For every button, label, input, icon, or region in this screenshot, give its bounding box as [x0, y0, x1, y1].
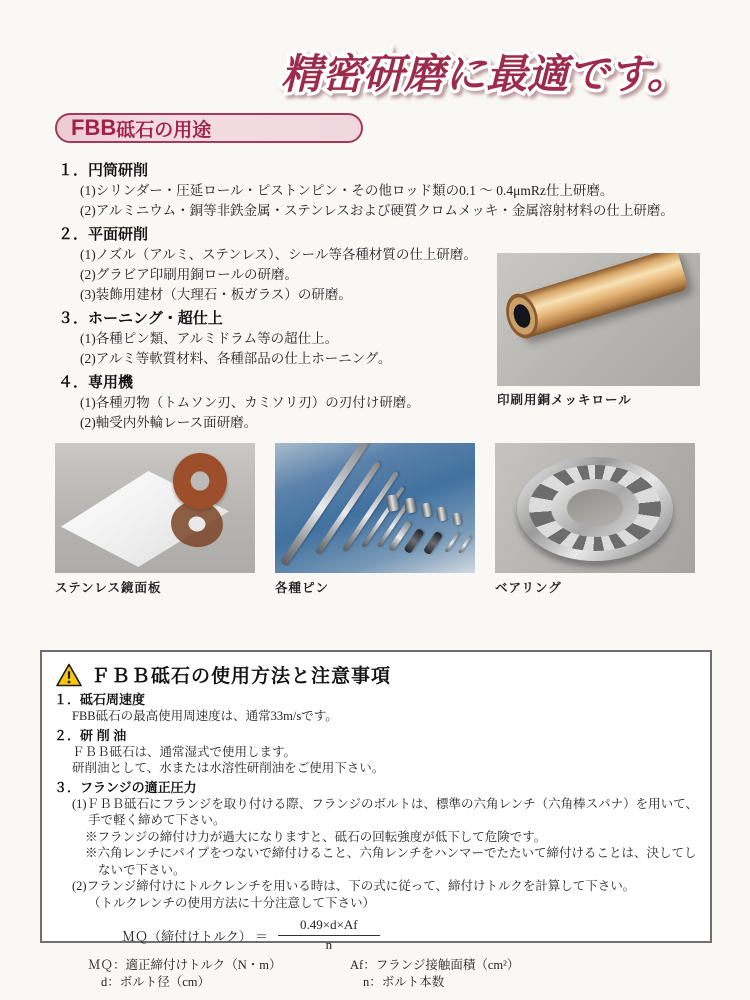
photo-bearing	[495, 443, 695, 573]
usage-item: (2)グラビア印刷用銅ロールの研磨。	[80, 267, 298, 282]
page-title: 精密研磨に最適です。	[281, 51, 688, 97]
notice-s2-text: ＦＢＢ砥石は、通常湿式で使用します。	[72, 744, 297, 759]
notice-s3-item: (1)ＦＢＢ砥石にフランジを取り付ける際、フランジのボルトは、標準の六角レンチ（六角棒スパナ）を用いて、手で軽く締めて下さい。	[72, 796, 698, 827]
notice-s1-text: FBB砥石の最高使用周速度は、通常33m/sです。	[72, 709, 338, 723]
pin-art	[403, 528, 424, 554]
formula-denominator: n	[325, 937, 333, 952]
formula-numerator: 0.49×d×Af	[278, 917, 380, 936]
banner-brand: FBB	[71, 115, 117, 140]
pin-art	[458, 535, 472, 553]
notice-s2-text: 研削油として、水または水溶性研削油をご使用下さい。	[72, 761, 385, 775]
usage-heading: ２．平面研削	[58, 226, 149, 243]
photo-stainless-plate	[55, 443, 255, 573]
notice-s3-note: ※六角レンチにパイプをつないで締付けること、六角レンチをハンマーでたたいて締付けることは、決してしないで下さい。	[85, 846, 697, 877]
bushing-art	[452, 512, 462, 525]
usage-item: (2)アルミニウム・銅等非鉄金属・ステンレスおよび硬質クロムメッキ・金属溶射材料の仕上研磨。	[80, 203, 674, 218]
usage-item: (1)各種刃物（トムソン刃、カミソリ刃）の刃付け研磨。	[80, 395, 420, 410]
formula-lhs: ＭＱ（締付けトルク） ＝	[122, 928, 268, 944]
legend-n: n：ボルト本数	[363, 975, 445, 989]
formula-legend-row	[88, 974, 698, 991]
legend-af: Af：フランジ接触面積（cm²）	[350, 958, 520, 972]
usage-item: (1)シリンダー・圧延ロール・ピストンピン・その他ロッド類の0.1 ～ 0.4μmRz仕上研磨。	[80, 183, 614, 198]
bearing-bore-art	[567, 489, 623, 527]
pin-art	[280, 443, 371, 566]
warning-icon	[56, 663, 82, 687]
formula-legend-row	[88, 957, 698, 974]
bushing-art	[421, 502, 432, 517]
usage-item: (1)各種ピン類、アルミドラム等の超仕上。	[80, 331, 339, 346]
caption-bearing: ベアリング	[495, 581, 562, 595]
legend-d: d：ボルト径（cm）	[101, 975, 211, 989]
usage-section-banner	[55, 113, 363, 143]
photo-pins	[275, 443, 475, 573]
notice-s3-note: ※フランジの締付け力が過大になりますと、砥石の回転強度が低下して危険です。	[85, 829, 547, 844]
notice-s3-heading: ３．フランジの適正圧力	[54, 779, 197, 795]
usage-item: (1)ノズル（アルミ、ステンレス）、シール等各種材質の仕上研磨。	[80, 247, 477, 262]
grinding-wheel-art	[173, 453, 227, 509]
torque-formula	[122, 917, 698, 953]
caption-copper-roll: 印刷用銅メッキロール	[497, 393, 632, 407]
photo-copper-roll	[497, 253, 700, 386]
bushing-art	[436, 506, 447, 521]
formula-fraction	[278, 917, 380, 953]
caption-pins: 各種ピン	[275, 581, 330, 595]
notice-s2-heading: ２．研 削 油	[54, 727, 127, 743]
usage-item: (2)軸受内外輪レース面研磨。	[80, 415, 258, 430]
notice-header	[56, 661, 698, 688]
pin-art	[342, 471, 399, 553]
page-title-art	[275, 38, 715, 108]
pin-art	[445, 533, 460, 553]
usage-heading: ３．ホーニング・超仕上	[58, 310, 223, 327]
notice-title: ＦＢＢ砥石の使用方法と注意事項	[91, 666, 392, 687]
banner-label: 砥石の用途	[116, 119, 212, 141]
usage-heading: １．円筒研削	[58, 162, 149, 179]
notice-s3-item-sub: （トルクレンチの使用方法に十分注意して下さい）	[88, 895, 375, 910]
usage-item: (2)アルミ等軟質材料、各種部品の仕上ホーニング。	[80, 351, 392, 366]
usage-notice-box	[40, 650, 712, 989]
usage-section-cylindrical	[58, 160, 703, 221]
notice-s1-heading: １．砥石周速度	[54, 692, 146, 707]
pin-art	[423, 531, 443, 555]
usage-item: (3)装飾用建材（大理石・板ガラス）の研磨。	[80, 287, 352, 302]
caption-stainless-plate: ステンレス鏡面板	[55, 581, 162, 595]
legend-mq: ＭＱ：適正締付けトルク（N・m）	[88, 958, 282, 972]
usage-heading: ４．専用機	[58, 374, 134, 391]
bushing-art	[404, 497, 416, 514]
notice-s3-item: (2)フランジ締付けにトルクレンチを用いる時は、下の式に従って、締付けトルクを計算して下さい。	[72, 879, 636, 893]
